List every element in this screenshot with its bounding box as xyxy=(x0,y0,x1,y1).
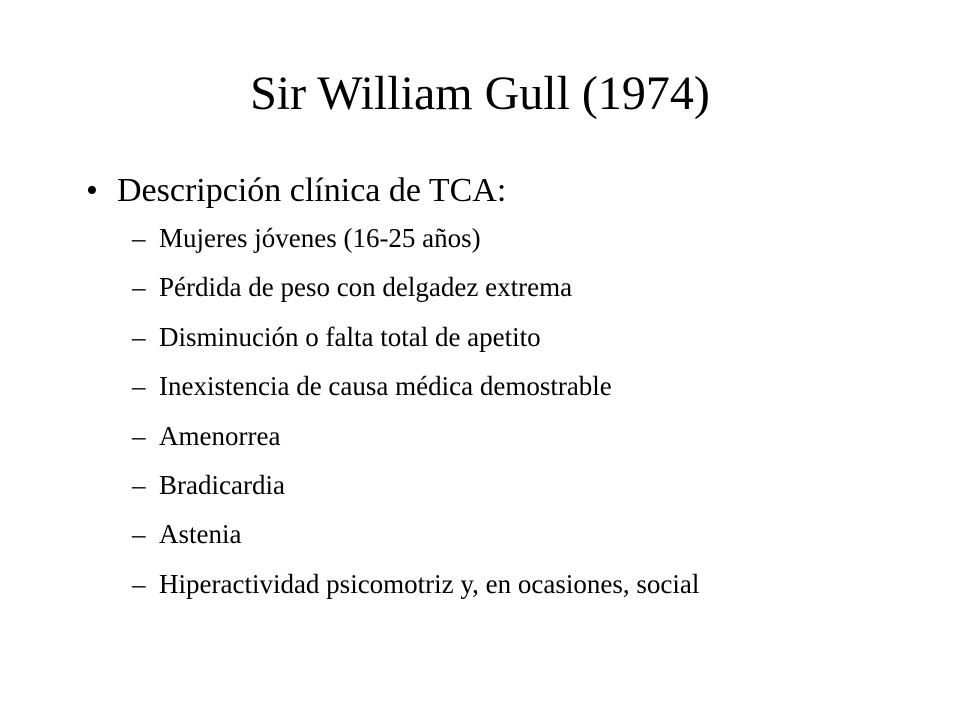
sub-bullet-item xyxy=(132,467,832,503)
dash-marker: – xyxy=(132,272,146,303)
sub-bullet-item xyxy=(132,566,832,602)
main-bullet-text: Descripción clínica de TCA: xyxy=(117,172,507,209)
sub-bullet-item xyxy=(132,269,832,305)
dash-marker: – xyxy=(132,420,146,451)
sub-bullet-text: Bradicardia xyxy=(159,469,285,500)
dash-marker: – xyxy=(132,223,146,253)
sub-bullet-text: Inexistencia de causa médica demostrable xyxy=(159,371,612,402)
sub-bullet-text: Amenorrea xyxy=(159,420,281,451)
dash-marker: – xyxy=(132,321,146,352)
sub-bullet-item xyxy=(132,319,832,355)
sub-bullet-text: Disminución o falta total de apetito xyxy=(159,321,541,352)
sub-bullet-text: Hiperactividad psicomotriz y, en ocasiones, social xyxy=(159,568,700,599)
sub-bullet-item xyxy=(132,516,832,552)
main-bullet xyxy=(86,168,506,214)
sub-bullet-item xyxy=(132,368,832,404)
bullet-marker: • xyxy=(86,172,98,209)
dash-marker: – xyxy=(132,371,146,402)
dash-marker: – xyxy=(132,469,146,500)
sub-bullet-text: Pérdida de peso con delgadez extrema xyxy=(159,272,573,303)
sub-bullet-text: Mujeres jóvenes (16-25 años) xyxy=(159,223,481,253)
slide-title: Sir William Gull (1974) xyxy=(250,67,710,120)
dash-marker: – xyxy=(132,519,146,550)
dash-marker: – xyxy=(132,568,146,599)
sub-bullet-text: Astenia xyxy=(159,519,242,550)
sub-bullet-item xyxy=(132,418,832,454)
sub-bullet-item xyxy=(132,220,832,256)
sub-bullet-list xyxy=(132,220,832,602)
